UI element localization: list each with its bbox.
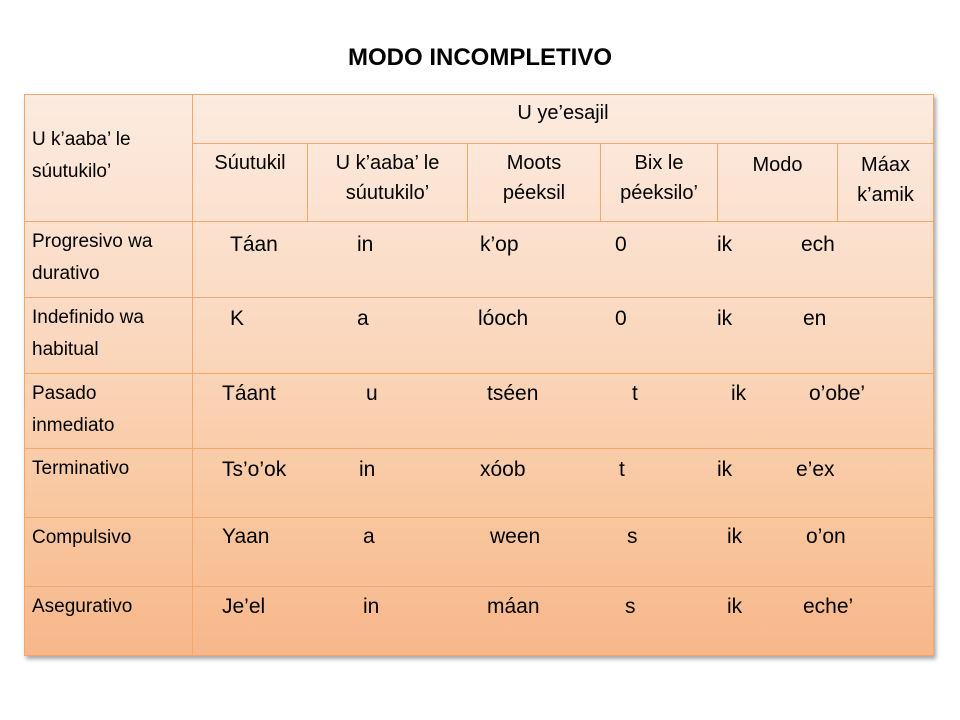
table-cell: 0 — [615, 307, 627, 330]
table-cell: ik — [731, 382, 747, 405]
table-cell: en — [803, 307, 827, 330]
table-cell: Táan — [230, 233, 278, 256]
table-cell: ween — [490, 525, 541, 548]
row-label-cell — [24, 298, 193, 374]
column-header-label: Moots péeksil — [502, 152, 566, 204]
column-header-modo — [718, 144, 838, 222]
row-label: Pasado inmediato — [32, 383, 115, 436]
table-cell: t — [632, 382, 638, 405]
table-cell: ik — [717, 458, 733, 481]
row-label-cell — [24, 449, 193, 518]
column-header-label: U k’aaba’ le súutukilo’ — [335, 152, 440, 204]
table-cell: tséen — [487, 382, 539, 405]
column-header-moots-peeksil — [468, 144, 601, 222]
column-header-label: Máax k’amik — [857, 154, 914, 206]
table-cell: Je’el — [222, 595, 266, 618]
corner-header — [24, 94, 193, 222]
group-header-label: U ye’esajil — [517, 102, 609, 124]
corner-header-label: U k’aaba’ le súutukilo’ — [32, 129, 131, 182]
row-label-cell — [24, 518, 193, 587]
table-cell: t — [619, 458, 625, 481]
row-label: Compulsivo — [32, 527, 132, 548]
slide-title: MODO INCOMPLETIVO — [348, 44, 612, 71]
column-header-maax-kamik — [838, 144, 934, 222]
table-cell: 0 — [615, 233, 627, 256]
column-header-label: Modo — [752, 154, 803, 176]
table-cell: in — [359, 458, 376, 481]
table-cell: eche’ — [803, 595, 854, 618]
table-cell: ik — [717, 307, 733, 330]
row-label: Asegurativo — [32, 596, 133, 617]
table-cell: a — [363, 525, 375, 548]
table-cell: ik — [727, 525, 743, 548]
table-cell: s — [627, 525, 638, 548]
column-header-suutukil — [193, 144, 308, 222]
table-cell: lóoch — [478, 307, 529, 330]
column-header-bix-le-peeksilo — [601, 144, 718, 222]
table-cell: xóob — [480, 458, 526, 481]
table-cell: o’obe’ — [809, 382, 866, 405]
column-header-label: Súutukil — [214, 152, 286, 174]
table-cell: ik — [727, 595, 743, 618]
column-header-kaaba — [308, 144, 468, 222]
table-cell: a — [357, 307, 369, 330]
table-cell: Yaan — [222, 525, 270, 548]
table-cell: e’ex — [796, 458, 835, 481]
group-header — [193, 94, 934, 144]
table-cell: k’op — [480, 233, 519, 256]
row-label: Indefinido wa habitual — [32, 307, 144, 360]
table-cell: u — [366, 382, 378, 405]
row-label-cell — [24, 374, 193, 449]
row-label-cell — [24, 222, 193, 298]
column-header-label: Bix le péeksilo’ — [620, 152, 698, 204]
table-cell: in — [357, 233, 374, 256]
table-cell: o’on — [806, 525, 846, 548]
table-cell: in — [363, 595, 380, 618]
table-cell: K — [230, 307, 245, 330]
row-label: Terminativo — [32, 458, 130, 479]
table-cell: ech — [801, 233, 835, 256]
table-cell: Ts’o’ok — [222, 458, 287, 481]
table-cell: s — [625, 595, 636, 618]
row-label: Progresivo wa durativo — [32, 231, 153, 284]
table-cell: máan — [487, 595, 540, 618]
row-label-cell — [24, 587, 193, 656]
table-cell: Táant — [222, 382, 276, 405]
table-cell: ik — [717, 233, 733, 256]
